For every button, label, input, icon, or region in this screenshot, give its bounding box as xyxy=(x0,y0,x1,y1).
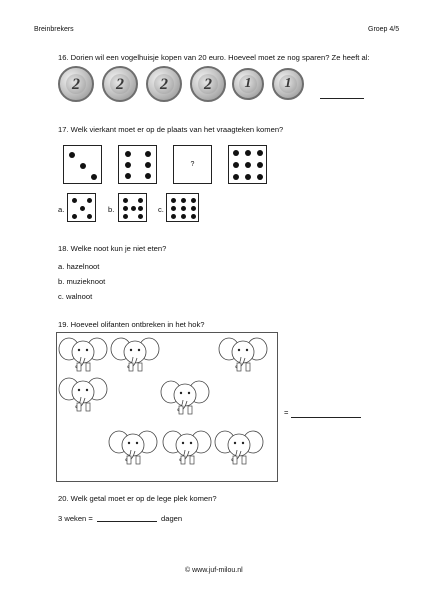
die-dot xyxy=(80,206,85,211)
2-euro-coin-icon xyxy=(146,66,182,102)
answer-option[interactable]: a. hazelnoot xyxy=(58,262,100,271)
elephant-icon xyxy=(218,335,268,375)
question-mark-box xyxy=(173,145,212,184)
q20-left-text: 3 weken = xyxy=(58,514,93,523)
die-dot xyxy=(125,151,131,157)
header-group: Groep 4/5 xyxy=(368,26,400,33)
die-dot xyxy=(138,206,143,211)
die-dot xyxy=(87,198,92,203)
answer-option[interactable]: c. walnoot xyxy=(58,292,93,301)
question-18: 18. Welke noot kun je niet eten? xyxy=(58,244,167,253)
elephant-icon xyxy=(108,428,158,468)
die-dot xyxy=(181,214,186,219)
die-dot xyxy=(245,162,251,168)
coin-value: 2 xyxy=(204,76,212,93)
die-dot xyxy=(245,150,251,156)
die-dot xyxy=(138,214,143,219)
die-dot xyxy=(181,206,186,211)
die-dot xyxy=(123,198,128,203)
option-a-label: a. xyxy=(58,205,65,214)
die-dot xyxy=(87,214,92,219)
option-b-label: b. xyxy=(108,205,115,214)
coin-value: 2 xyxy=(160,76,168,93)
die-dot xyxy=(191,214,196,219)
2-euro-coin-icon xyxy=(102,66,138,102)
question-17: 17. Welk vierkant moet er op de plaats van het vraagteken komen? xyxy=(58,125,284,134)
elephant-icon xyxy=(110,335,160,375)
die-dot xyxy=(91,174,97,180)
die-nine xyxy=(228,145,267,184)
elephant-icon xyxy=(160,378,210,418)
question-19: 19. Hoeveel olifanten ontbreken in het hok? xyxy=(58,320,205,329)
die-dot xyxy=(171,214,176,219)
header-title: Breinbrekers xyxy=(34,26,74,33)
die-dot xyxy=(171,198,176,203)
q20-right-text: dagen xyxy=(161,514,183,523)
die-dot xyxy=(145,173,151,179)
die-dot xyxy=(125,162,131,168)
die-dot xyxy=(233,162,239,168)
die-dot xyxy=(257,162,263,168)
2-euro-coin-icon xyxy=(58,66,94,102)
die-dot xyxy=(145,162,151,168)
option-c-die[interactable] xyxy=(166,193,199,222)
die-dot xyxy=(131,206,136,211)
option-b-die[interactable] xyxy=(118,193,147,222)
die-dot xyxy=(191,206,196,211)
equals-sign: = xyxy=(284,408,289,417)
elephant-icon xyxy=(58,375,108,415)
option-c-label: c. xyxy=(158,205,164,214)
coin-value: 2 xyxy=(116,76,124,93)
die-dot xyxy=(145,151,151,157)
die-three xyxy=(63,145,102,184)
die-dot xyxy=(233,174,239,180)
die-six xyxy=(118,145,157,184)
1-euro-coin-icon xyxy=(232,68,264,100)
question-20: 20. Welk getal moet er op de lege plek komen? xyxy=(58,494,217,503)
die-dot xyxy=(191,198,196,203)
1-euro-coin-icon xyxy=(272,68,304,100)
answer-option[interactable]: b. muzieknoot xyxy=(58,277,106,286)
die-dot xyxy=(245,174,251,180)
die-dot xyxy=(181,198,186,203)
die-dot xyxy=(233,150,239,156)
die-dot xyxy=(123,214,128,219)
answer-16-blank[interactable] xyxy=(320,90,364,99)
die-dot xyxy=(138,198,143,203)
answer-20-blank[interactable] xyxy=(97,513,157,522)
option-a-die[interactable] xyxy=(67,193,96,222)
coin-value: 1 xyxy=(284,76,292,91)
die-dot xyxy=(125,173,131,179)
die-dot xyxy=(69,152,75,158)
elephant-icon xyxy=(214,428,264,468)
die-dot xyxy=(80,163,86,169)
question-16: 16. Dorien wil een vogelhuisje kopen van 20 euro. Hoeveel moet ze nog sparen? Ze heeft al: xyxy=(58,53,370,62)
2-euro-coin-icon xyxy=(190,66,226,102)
answer-19-blank[interactable] xyxy=(291,409,361,418)
footer-copyright: © www.juf-milou.nl xyxy=(185,567,243,574)
die-dot xyxy=(257,174,263,180)
die-dot xyxy=(171,206,176,211)
elephant-icon xyxy=(58,335,108,375)
die-dot xyxy=(72,198,77,203)
coin-value: 1 xyxy=(244,76,252,91)
die-dot xyxy=(123,206,128,211)
die-dot xyxy=(257,150,263,156)
die-dot xyxy=(72,214,77,219)
elephant-icon xyxy=(162,428,212,468)
question-mark: ? xyxy=(190,161,195,168)
coin-value: 2 xyxy=(72,76,80,93)
